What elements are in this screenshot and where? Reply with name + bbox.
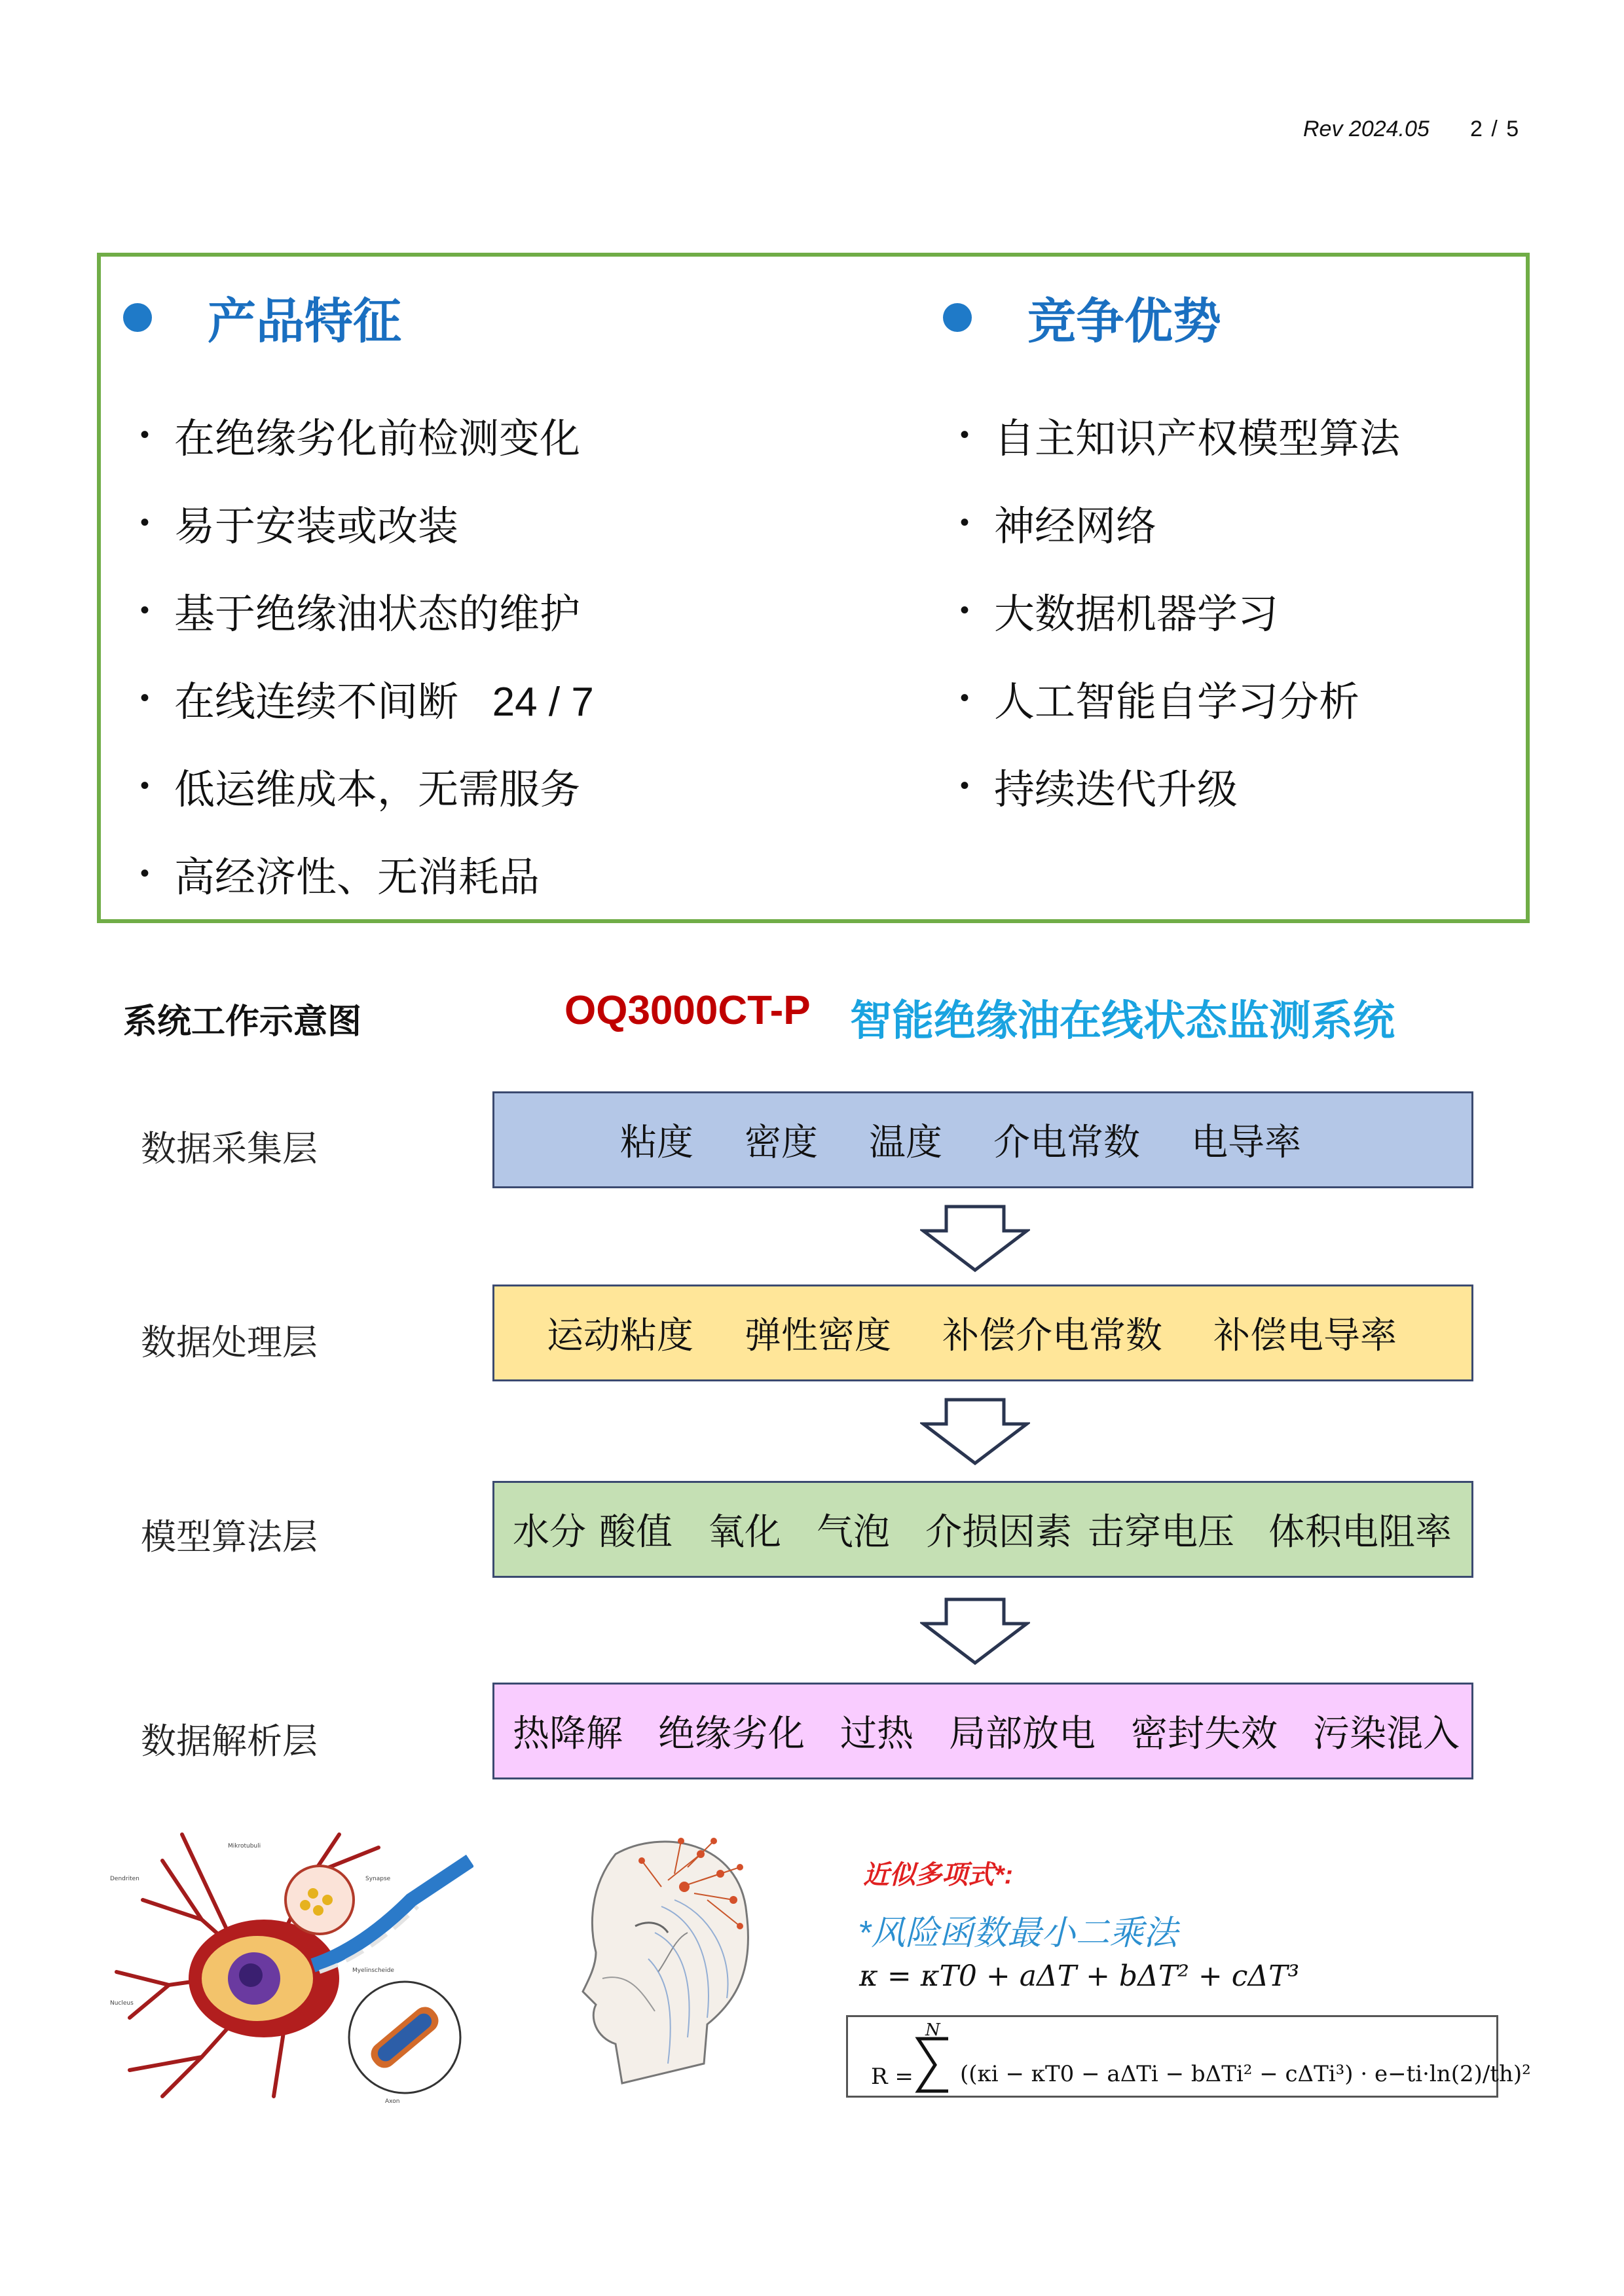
head-neural-illustration bbox=[544, 1828, 773, 2103]
svg-text:Dendriten: Dendriten bbox=[110, 1876, 139, 1882]
layer-item: 水分 bbox=[513, 1511, 586, 1552]
layer-item: 击穿电压 bbox=[1088, 1511, 1234, 1552]
formula-title: 近似多项式*: bbox=[863, 1861, 1013, 1889]
list-item: • 神经网络 bbox=[960, 503, 1157, 549]
layer-box-acquisition bbox=[492, 1091, 1473, 1188]
sum-upper-limit: N bbox=[925, 2020, 940, 2040]
layer-item: 补偿电导率 bbox=[1213, 1315, 1397, 1356]
layer-item: 温度 bbox=[869, 1121, 942, 1163]
layer-item: 气泡 bbox=[817, 1511, 890, 1552]
bullet-dot-icon bbox=[123, 303, 152, 332]
formula-subtitle: *风险函数最小二乘法 bbox=[858, 1914, 1178, 1952]
competitive-advantages-title: 竞争优势 bbox=[1027, 294, 1221, 348]
layer-item: 热降解 bbox=[513, 1713, 623, 1754]
risk-function-body: ((κi − κT0 − aΔTi − bΔTi² − cΔTi³) · e−ti·ln(2)/th)² bbox=[960, 2061, 1531, 2087]
layer-label-acquisition: 数据采集层 bbox=[141, 1129, 318, 1169]
competitive-advantages bbox=[943, 288, 1506, 829]
layer-item: 局部放电 bbox=[949, 1713, 1096, 1754]
product-features bbox=[123, 288, 843, 917]
bullet-dot-icon bbox=[943, 303, 972, 332]
layer-item: 弹性密度 bbox=[745, 1315, 891, 1356]
list-item: • 高经济性、无消耗品 bbox=[140, 854, 540, 900]
down-arrow-icon bbox=[920, 1398, 1030, 1466]
revision: Rev 2024.05 bbox=[1303, 117, 1430, 141]
layer-item: 污染混入 bbox=[1313, 1713, 1460, 1754]
layer-item: 介损因素 bbox=[925, 1511, 1072, 1552]
list-item: • 大数据机器学习 bbox=[960, 591, 1279, 637]
system-name: 智能绝缘油在线状态监测系统 bbox=[850, 997, 1395, 1044]
layer-item: 密封失效 bbox=[1131, 1713, 1278, 1754]
down-arrow-icon bbox=[920, 1597, 1030, 1666]
layer-item: 电导率 bbox=[1191, 1121, 1301, 1163]
layer-item: 补偿介电常数 bbox=[942, 1315, 1162, 1356]
diagram-title: 系统工作示意图 bbox=[123, 1003, 362, 1041]
layer-box-analysis bbox=[492, 1683, 1473, 1779]
layer-item: 过热 bbox=[840, 1713, 913, 1754]
svg-text:Axon: Axon bbox=[385, 2098, 400, 2105]
layer-label-model: 模型算法层 bbox=[141, 1518, 318, 1557]
layer-item: 介电常数 bbox=[993, 1121, 1140, 1163]
svg-text:Synapse: Synapse bbox=[365, 1876, 391, 1882]
layer-item: 密度 bbox=[745, 1121, 818, 1163]
svg-text:Myelinscheide: Myelinscheide bbox=[352, 1967, 394, 1974]
svg-text:Nucleus: Nucleus bbox=[110, 2000, 134, 2007]
layer-label-processing: 数据处理层 bbox=[141, 1323, 318, 1362]
list-item: • 在绝缘劣化前检测变化 bbox=[140, 416, 581, 462]
model-name: OQ3000CT-P bbox=[564, 988, 811, 1033]
layer-box-model bbox=[492, 1481, 1473, 1578]
layer-item: 酸值 bbox=[599, 1511, 673, 1552]
list-item: • 人工智能自学习分析 bbox=[960, 679, 1360, 725]
product-features-list bbox=[115, 391, 843, 917]
neuron-illustration bbox=[103, 1821, 473, 2109]
list-item: • 在线连续不间断 24 / 7 bbox=[140, 679, 594, 725]
list-item: • 自主知识产权模型算法 bbox=[960, 416, 1401, 462]
list-item: • 易于安装或改装 bbox=[140, 503, 459, 549]
layer-box-processing bbox=[492, 1285, 1473, 1381]
polynomial-equation: κ = κT0 + aΔT + bΔT² + cΔT³ bbox=[859, 1959, 1300, 1993]
layer-item: 氧化 bbox=[708, 1511, 781, 1552]
layer-item: 运动粘度 bbox=[547, 1315, 693, 1356]
list-item: • 低运维成本，无需服务 bbox=[140, 767, 581, 812]
competitive-advantages-list bbox=[935, 391, 1506, 829]
layer-item: 体积电阻率 bbox=[1268, 1511, 1452, 1552]
layer-item: 绝缘劣化 bbox=[658, 1713, 805, 1754]
summation-icon bbox=[914, 2035, 952, 2095]
page-number: 2 / 5 bbox=[1470, 117, 1521, 141]
layer-item: 粘度 bbox=[620, 1121, 693, 1163]
list-item: • 持续迭代升级 bbox=[960, 767, 1238, 812]
down-arrow-icon bbox=[920, 1205, 1030, 1273]
list-item: • 基于绝缘油状态的维护 bbox=[140, 591, 581, 637]
layer-label-analysis: 数据解析层 bbox=[141, 1722, 318, 1761]
svg-text:Mikrotubuli: Mikrotubuli bbox=[228, 1843, 261, 1850]
risk-symbol: R = bbox=[871, 2064, 913, 2090]
product-features-title: 产品特征 bbox=[208, 294, 401, 348]
